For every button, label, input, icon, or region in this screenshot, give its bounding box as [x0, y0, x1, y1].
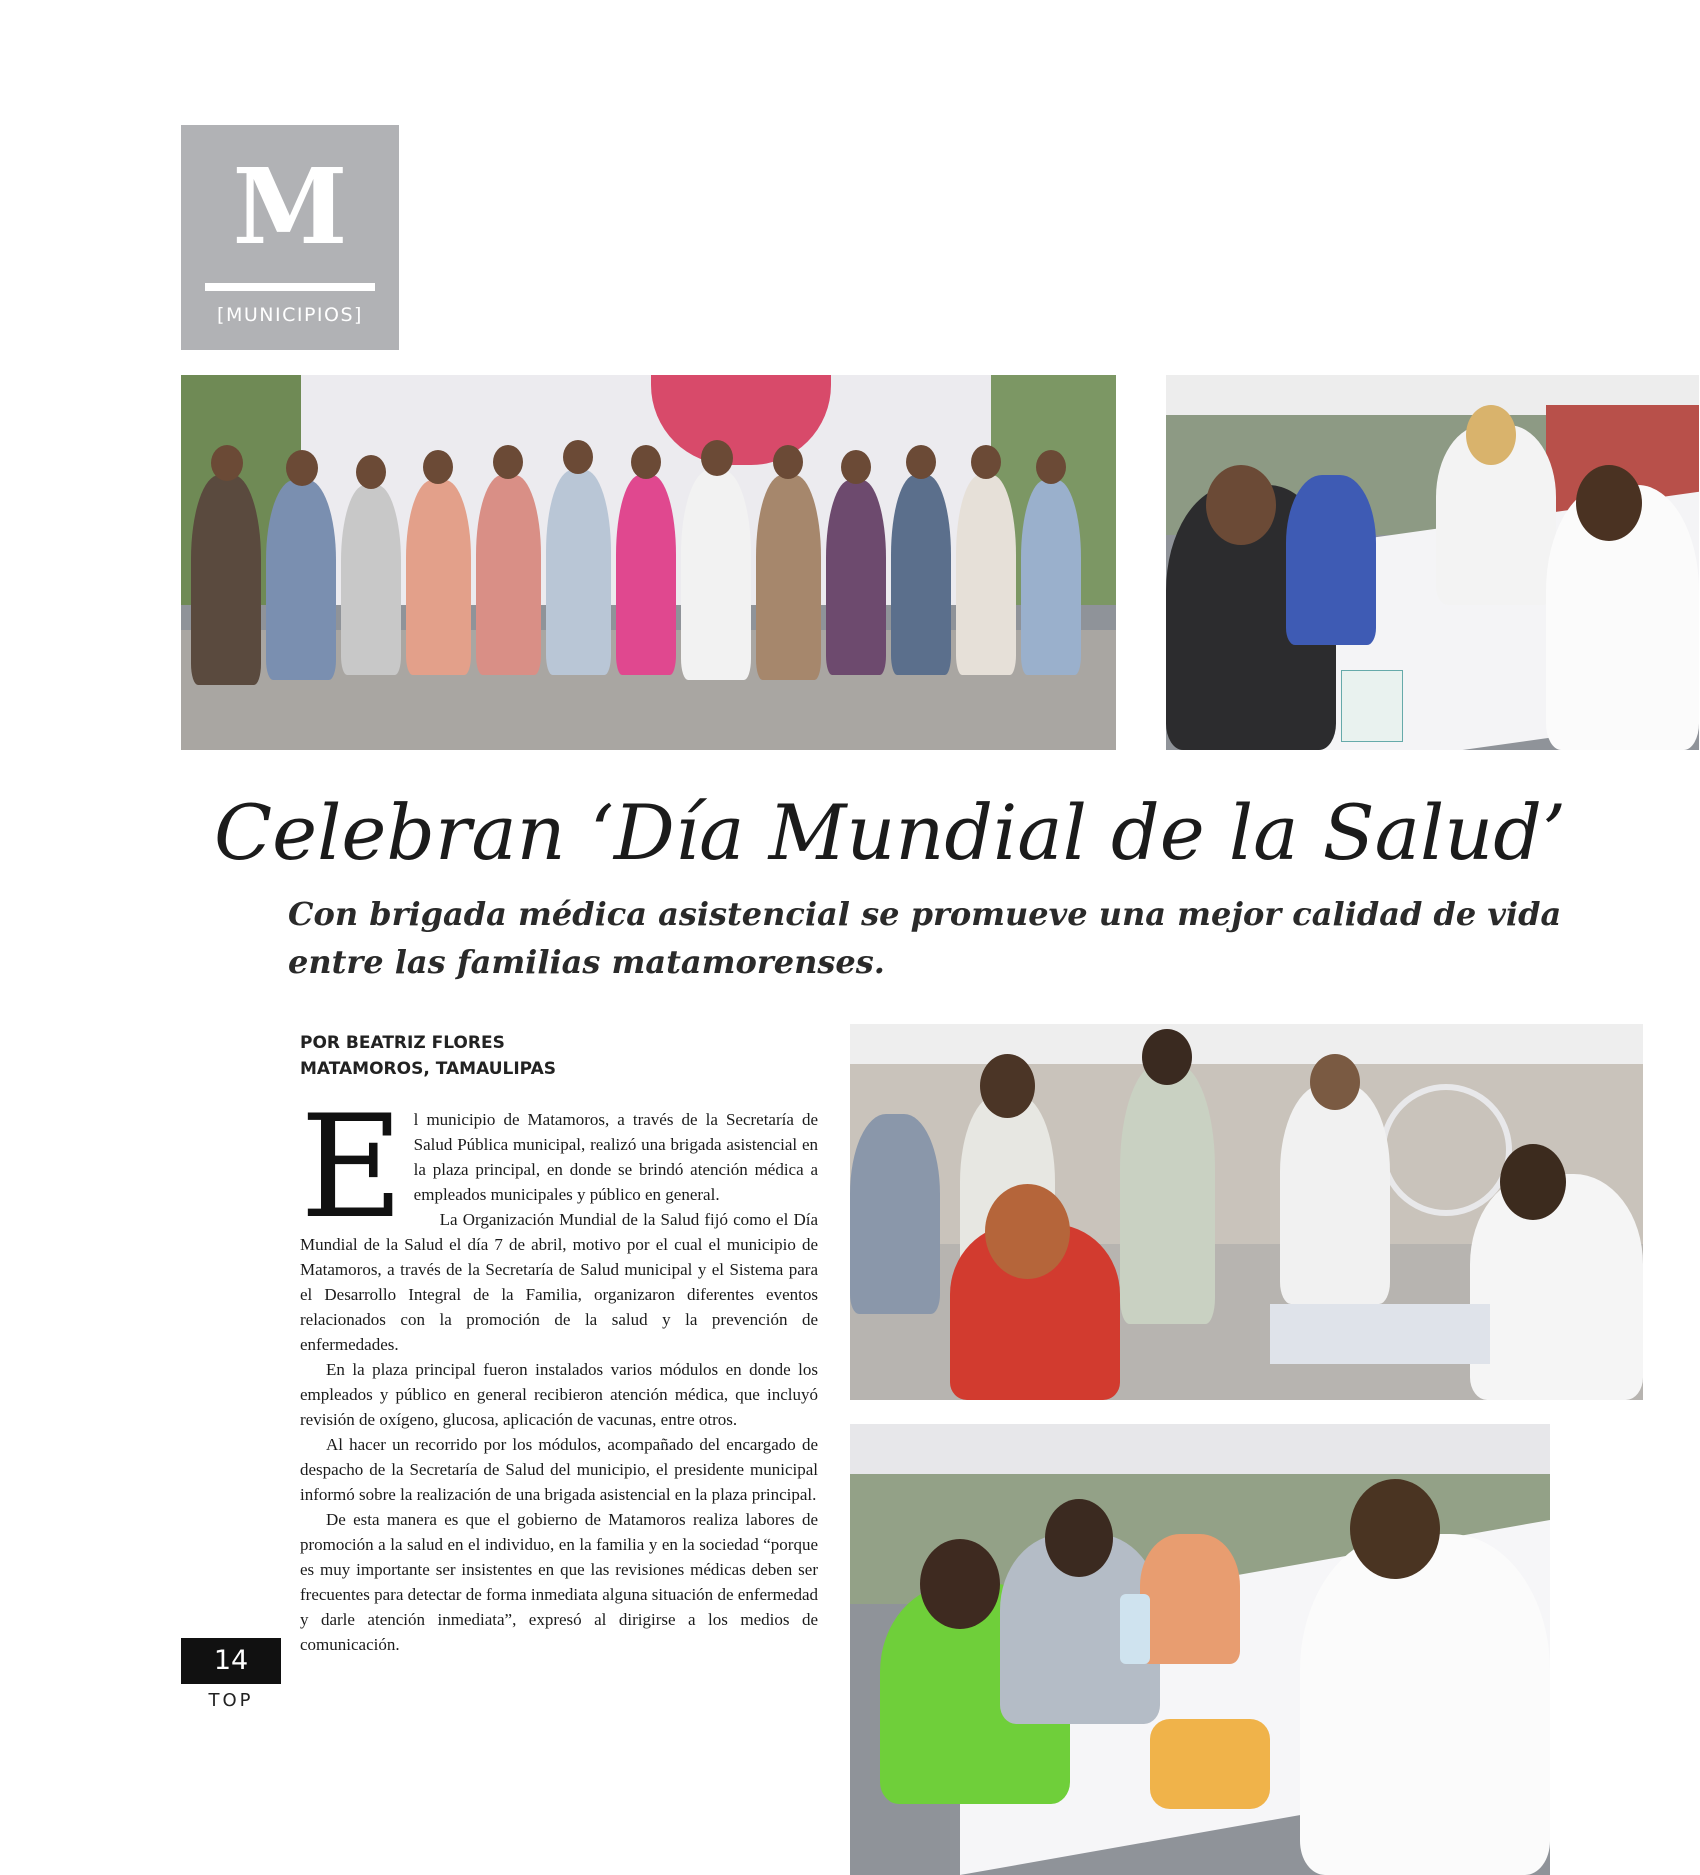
drop-cap: E	[300, 1085, 404, 1250]
byline-location: MATAMOROS, TAMAULIPAS	[300, 1059, 556, 1079]
article-paragraph: Al hacer un recorrido por los módulos, acompañado del encargado de despacho de la Secretaría de Salud del municipio, el presidente municipal informó sobre la realización de una brigada asistencial en la plaza principal.	[300, 1435, 818, 1504]
logo-letter: M	[232, 145, 348, 268]
byline-author: POR BEATRIZ FLORES	[300, 1033, 505, 1053]
article-body	[300, 1085, 818, 1657]
headline: Celebran ‘Día Mundial de la Salud’	[213, 788, 1567, 877]
article-paragraph: De esta manera es que el gobierno de Matamoros realiza labores de promoción a la salud en el individuo, en la familia y en la sociedad “porque es muy importante ser insistentes en que las revisiones médicas deben ser frecuentes para detectar de forma inmediata alguna situación de enfermedad y darle atención inmediata”, expresó al dirigirse a los medios de comunicación.	[300, 1510, 818, 1654]
officials-visit-photo	[850, 1024, 1643, 1400]
logo-rule	[205, 283, 375, 291]
health-check-photo	[850, 1424, 1550, 1875]
page-label: TOP	[208, 1690, 254, 1711]
article-paragraph: l municipio de Matamoros, a través de la Secretaría de Salud Pública municipal, realizó una brigada asistencial en la plaza principal, en donde se brindó atención médica a empleados municipales y público en general.	[413, 1110, 818, 1204]
section-logo	[181, 125, 399, 350]
subtitle: Con brigada médica asistencial se promueve una mejor calidad de vida entre las familias matamorenses.	[288, 895, 1562, 981]
article-paragraph: La Organización Mundial de la Salud fijó como el Día Mundial de la Salud el día 7 de abril, motivo por el cual el municipio de Matamoros, a través de la Secretaría de Salud municipal y el Sistema para el Desarrollo Integral de la Familia, organizaron diferentes eventos relacionados con la promoción de la salud y la prevención de enfermedades.	[300, 1210, 818, 1354]
article-paragraph: En la plaza principal fueron instalados varios módulos en donde los empleados y público en general recibieron atención médica, que incluyó revisión de oxígeno, glucosa, aplicación de vacunas, entre otros.	[300, 1360, 818, 1429]
section-label: [MUNICIPIOS]	[217, 304, 363, 326]
page-number: 14	[181, 1638, 281, 1684]
medical-table-photo	[1166, 375, 1699, 750]
group-photo	[181, 375, 1116, 750]
byline	[300, 1030, 800, 1082]
